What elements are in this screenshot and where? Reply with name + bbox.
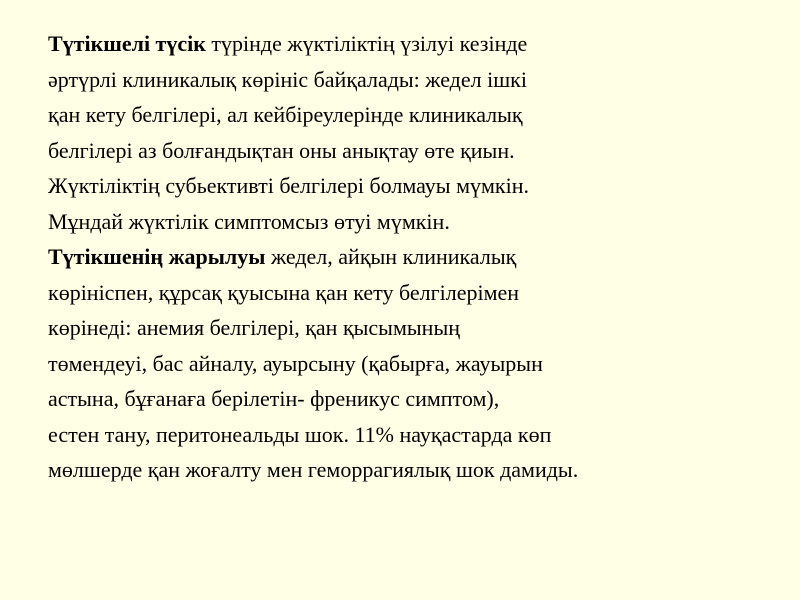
- line-text: төмендеуі, бас айналу, ауырсыну (қабырға, жауырын: [48, 350, 543, 376]
- line-text: мөлшерде қан жоғалту мен геморрагиялық шок дамиды.: [48, 457, 579, 482]
- line-text: жедел, айқын клиникалық: [265, 244, 517, 269]
- line-text: әртүрлі клиникалық көрініс байқалады: жедел ішкі: [48, 66, 527, 92]
- line-text: көрінеді: анемия белгілері, қан қысымының: [48, 315, 460, 340]
- text-line-8: [48, 275, 778, 311]
- text-line-11: [48, 381, 778, 417]
- text-line-9: [48, 310, 778, 346]
- line-text: астына, бұғанаға берілетін- френикус симптом),: [48, 386, 500, 411]
- line-text: естен тану, перитонеальды шок. 11% науқастарда көп: [48, 421, 552, 447]
- text-line-6: [48, 204, 778, 240]
- text-line-4: [48, 133, 778, 169]
- line-text: көрініспен, құрсақ қуысына қан кету белгілерімен: [48, 279, 520, 305]
- line-text: Мұндай жүктілік симптомсыз өтуі мүмкін.: [48, 208, 450, 234]
- line-text: түрінде жүктіліктің үзілуі кезінде: [205, 31, 528, 56]
- text-line-12: [48, 417, 778, 453]
- bold-term: Түтікшелі түсік: [48, 31, 206, 56]
- text-line-7: [48, 239, 778, 275]
- bold-term: Түтікшенің жарылуы: [48, 244, 266, 269]
- text-line-5: [48, 168, 778, 204]
- text-line-2: [48, 62, 778, 98]
- text-line-1: [48, 26, 778, 62]
- text-line-10: [48, 346, 778, 382]
- text-line-13: [48, 452, 778, 488]
- line-text: Жүктіліктің субьективті белгілері болмауы мүмкін.: [48, 173, 529, 198]
- text-line-3: [48, 97, 778, 133]
- line-text: қан кету белгілері, ал кейбіреулерінде клиникалық: [48, 102, 523, 127]
- body-text: [48, 26, 778, 488]
- line-text: белгілері аз болғандықтан оны анықтау өте қиын.: [48, 137, 515, 163]
